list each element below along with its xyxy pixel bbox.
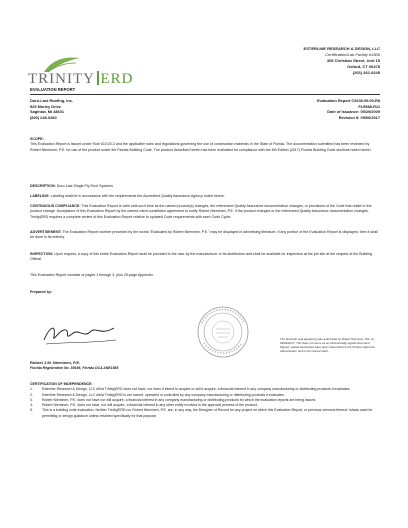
advertisement-heading: ADVERTISEMENT:: [30, 230, 62, 234]
advertisement-section: [30, 230, 380, 241]
independence-list: [30, 387, 380, 419]
scope-section: [30, 137, 380, 153]
title-divider: [30, 94, 380, 95]
labeling-text: Labeling shall be in accordance with the requirements the Accredited Quality Assurance Agency noted herein.: [50, 194, 225, 198]
list-item: 1. Esterline Research & Design, LLC d/b/a Trinity|ERD does not have, nor does it intend to acquire or will it acquire, a financial interest in any company manufacturing or distributing products it evaluates.: [30, 387, 351, 392]
report-title: EVALUATION REPORT: [30, 87, 76, 92]
continuous-compliance-section: [30, 204, 380, 220]
logo-wordmark: TRINITY ERD: [28, 71, 134, 87]
signer-block: [30, 360, 118, 371]
continuous-text: This Evaluation Report is valid until such time as the named product(s) changes, the referenced Quality Assurance documentation changes, or provisions of the Code that relate to the product change. Acceptance of this Evaluation Report by the named client constitutes agreement to notify Robert Nieminen, P.E. if the product changes or the referenced Quality Assurance documentation changes. Trinity|ERD requires a complete review of this Evaluation Report relative to updated Code requirements with each Code Cycle.: [30, 204, 372, 219]
description-section: [30, 184, 380, 189]
independence-heading: CERTIFICATION OF INDEPENDENCE:: [30, 382, 93, 386]
company-header: [304, 46, 380, 76]
company-name: ESTERLINE RESEARCH & DESIGN, LLC: [303, 46, 380, 51]
revision-date: Revision 8: 09/06/2017: [338, 114, 380, 120]
recipient-name: Duro-Last Roofing, Inc.: [30, 98, 74, 103]
signature-icon: [40, 318, 120, 348]
inspection-text: Upon request, a copy of this entire Evaluation Report shall be provided to the user by the manufacturer or its distributors and shall be available for inspection at the job site at the request of the Building Official.: [30, 252, 373, 262]
report-meta: [317, 98, 380, 121]
list-item: 4. Robert Nieminen, P.E. does not have, nor will acquire, a financial interest in any other entity involved in the approval process of the product.: [30, 403, 258, 407]
company-address1: 305 Christian Street, Unit 15: [326, 58, 380, 63]
labeling-section: [30, 194, 380, 199]
description-heading: DESCRIPTION:: [30, 184, 56, 188]
signer-credentials: Florida Registration No. 59166, Florida DCA ANE1983: [30, 366, 119, 370]
advertisement-text: The Evaluation Report number preceded by the words "Evaluated by Robert Nieminen, P.E." may be displayed in advertising literature. If any portion of the Evaluation Report is displayed, then it shall be done in its entirety.: [30, 230, 378, 240]
report-number: Evaluation Report C9230.05.09-R8: [317, 98, 380, 103]
recipient-block: [30, 98, 73, 121]
trinity-erd-logo: [28, 54, 178, 87]
labeling-heading: LABELING:: [30, 194, 50, 198]
recipient-street: 525 Morley Drive: [30, 103, 61, 109]
scope-heading: SCOPE:: [30, 137, 44, 141]
seal-note: The facsimile seal appearing was authorized by Robert Nieminen, P.E. on 09/06/2017. This does not serve as an electronically signed document. Signed, sealed hardcopies have been transmitted to the Product Approval Administrator and to the named client.: [280, 337, 375, 353]
recipient-city: Saginaw, MI 48601: [30, 109, 65, 115]
list-item: 5. This is a building code evaluation. Neither Trinity|ERD nor Robert Nieminen, P.E. are, in any way, the Designer of Record for any project on which this Evaluation Report, or previous versions thereof, is/was used for permitting or design guidance unless retained specifically for that purpose.: [30, 408, 373, 418]
certification-of-independence: [30, 382, 380, 419]
list-item: 2. Esterline Research & Design, LLC d/b/a Trinity|ERD is not owned, operated or controlled by any company manufacturing or distributing products it evaluates.: [30, 392, 285, 397]
company-address2: Oxford, CT 06478: [347, 64, 380, 69]
recipient-phone: (800) 248-0280: [30, 114, 57, 120]
description-text: Duro-Last Single Ply Roof Systems: [56, 184, 113, 188]
prepared-by-label: Prepared by:: [30, 290, 52, 294]
list-item: 3. Robert Nieminen, P.E. does not have nor will acquire, a financial interest in any company manufacturing or distributing products for which the evaluation reports are being issued.: [30, 397, 317, 402]
consists-line: This Evaluation Report consists of pages 1 through 4, plus 25-page Appendix.: [30, 273, 154, 277]
signer-name: Robert J.M. Nieminen, P.E.: [30, 360, 81, 365]
inspection-section: [30, 252, 380, 263]
fl-number: FL5988-R11: [358, 103, 380, 109]
company-phone: (203) 262-9245: [352, 70, 380, 75]
inspection-heading: INSPECTION:: [30, 252, 54, 256]
issue-date: Date of Issuance: 05/29/2009: [327, 109, 380, 115]
company-cert: Certification/Lab Facility #1900: [325, 52, 380, 57]
continuous-heading: CONTINUOUS COMPLIANCE:: [30, 204, 81, 208]
engineer-seal-icon: [196, 305, 250, 359]
scope-text: This Evaluation Report is issued under Rule 61G20-3 and the applicable rules and regulations governing the use of construction materials in the State of Florida. The documentation submitted has been reviewed by Robert Nieminen, P.E. for use of the product under the Florida Building Code. The product described herein has been evaluated for compliance with the 6th Edition (2017) Florida Building Code sections noted herein.: [30, 142, 372, 152]
